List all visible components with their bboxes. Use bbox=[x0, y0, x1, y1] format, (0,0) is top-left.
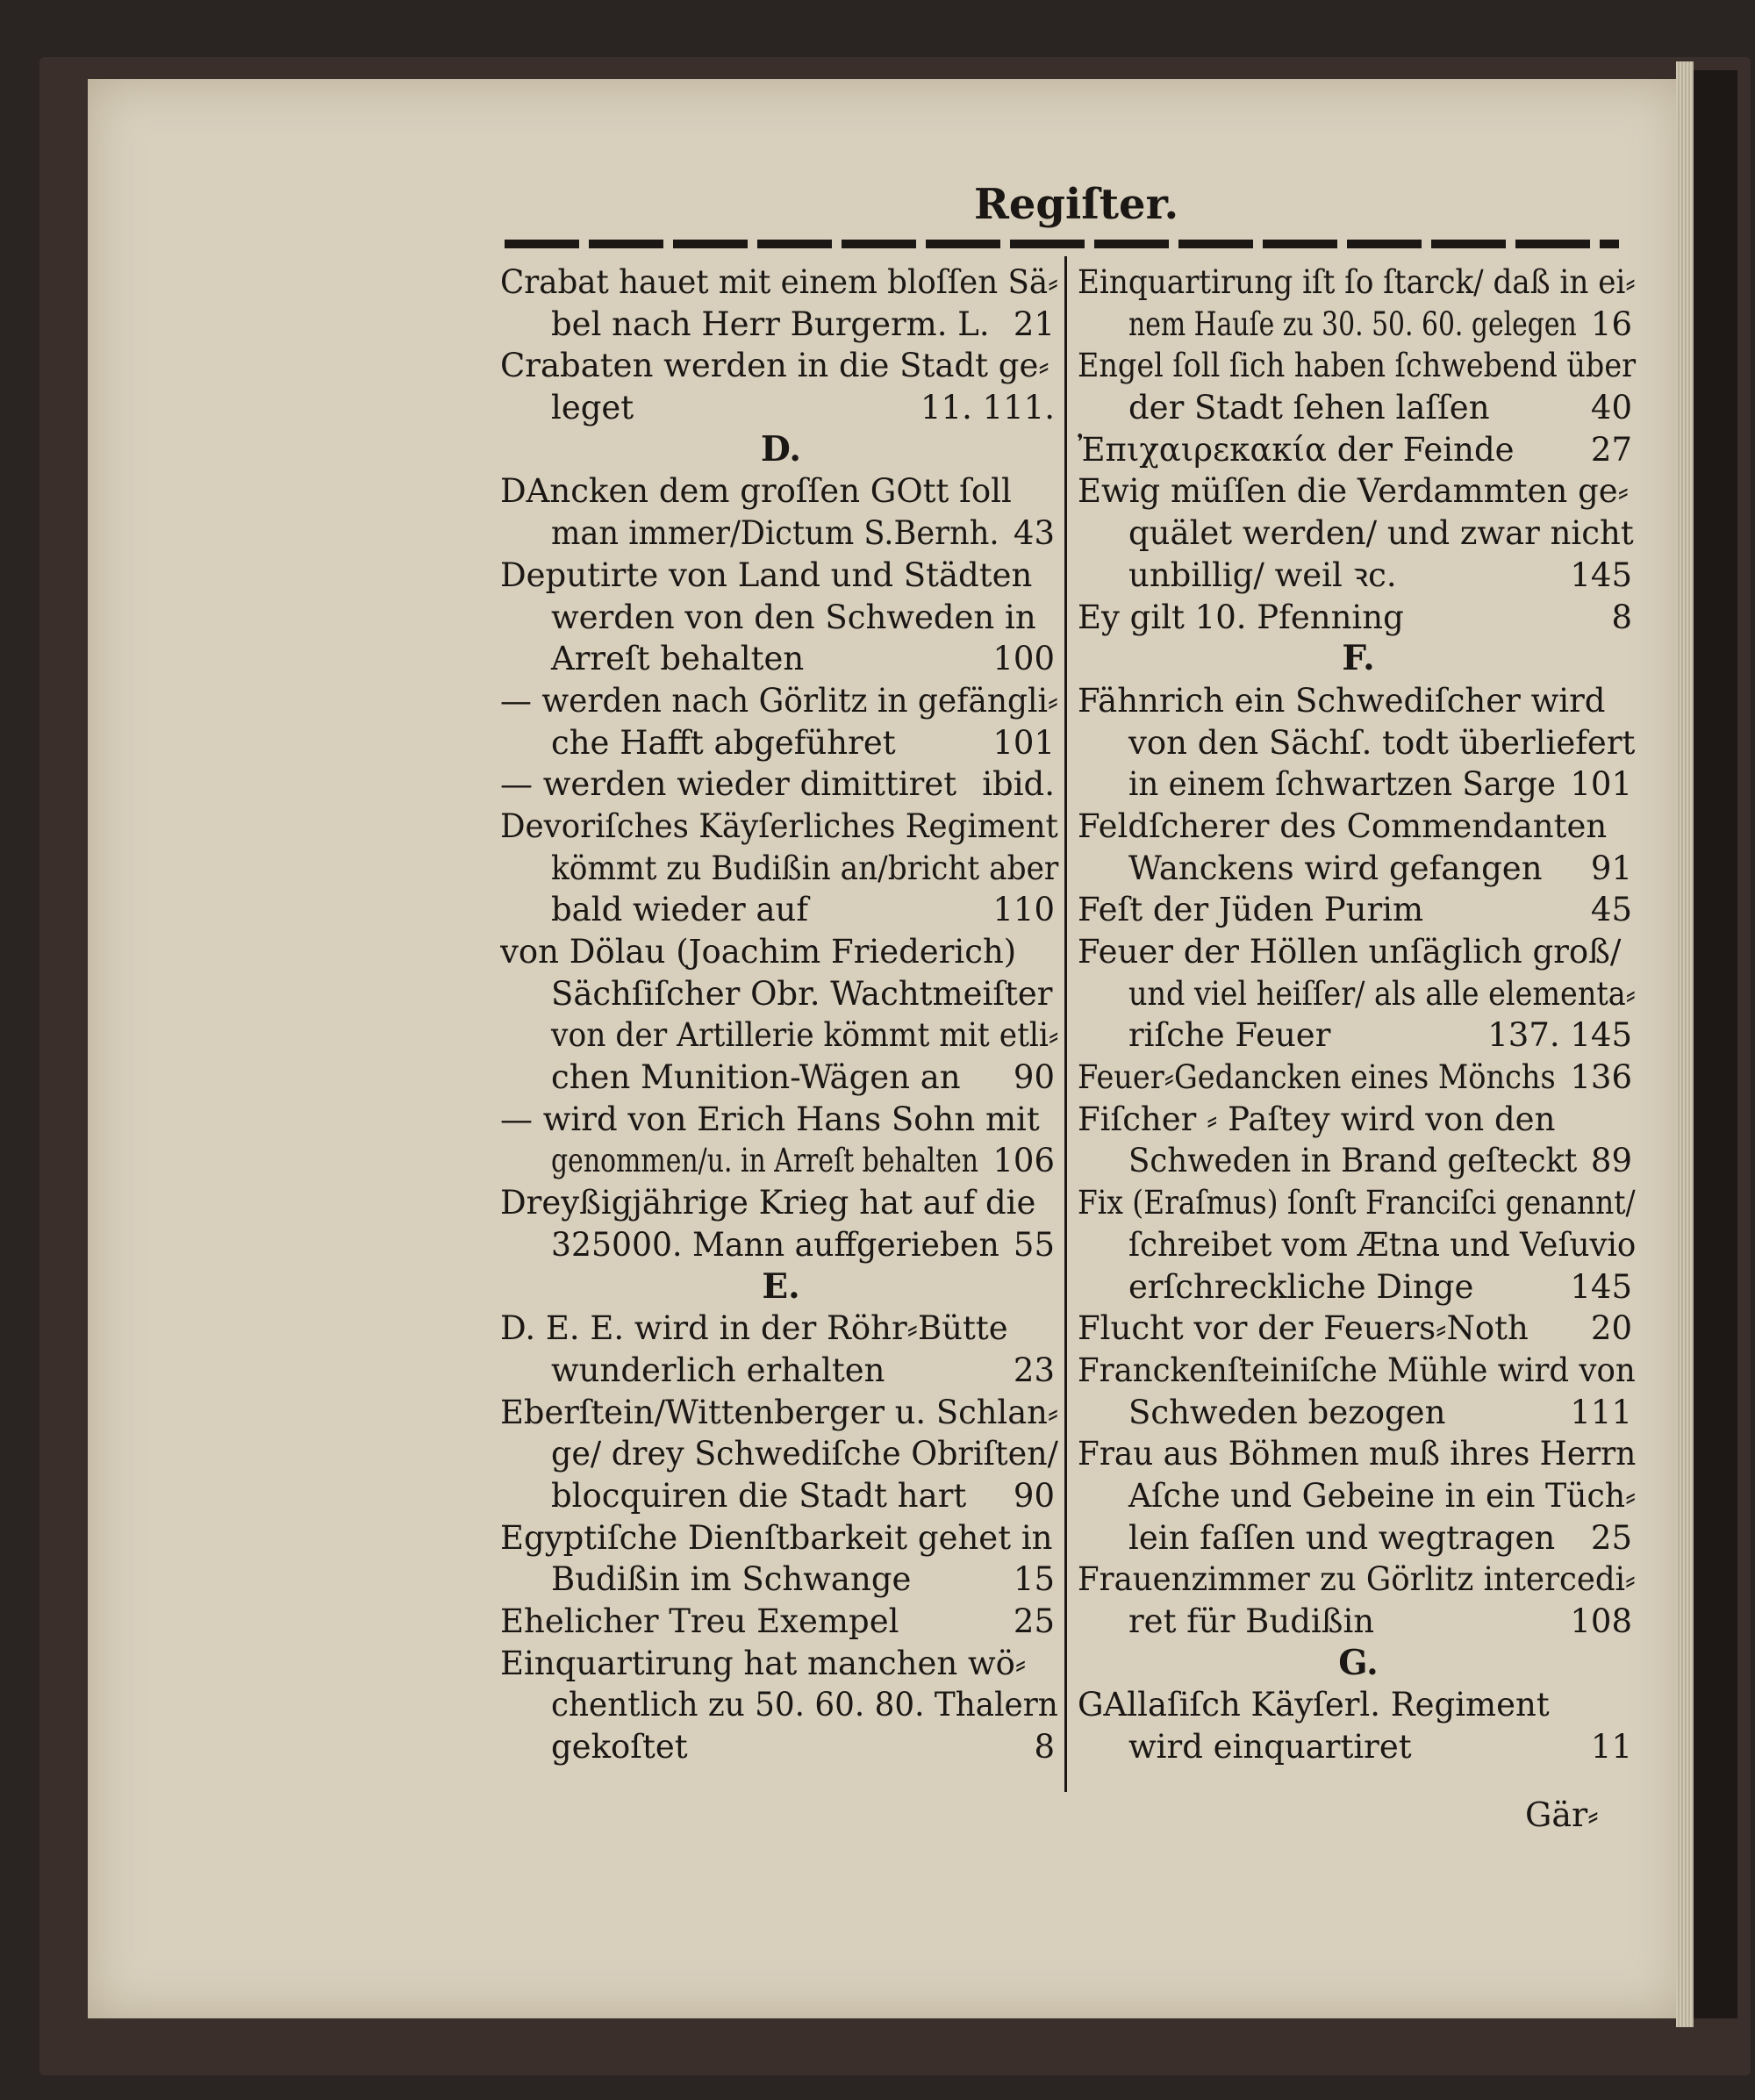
entry-text: Devoriſches Käyſerliches Regiment bbox=[500, 806, 1058, 845]
index-entry-line bbox=[500, 1517, 1062, 1559]
page-edges bbox=[1676, 61, 1694, 2027]
entry-text: man immer/Dictum S.Bernh. bbox=[551, 514, 999, 553]
page-reference: 145 bbox=[1570, 555, 1632, 594]
entry-text: ſchreibet vom Ætna und Veſuvio bbox=[1128, 1225, 1637, 1264]
index-entry-line bbox=[500, 304, 1062, 346]
section-letter bbox=[500, 429, 1062, 471]
entry-text: Feſt der Jüden Purim bbox=[1078, 891, 1424, 929]
index-entry-line bbox=[500, 1559, 1062, 1601]
entry-text: nem Hauſe zu 30. 50. 60. gelegen bbox=[1128, 305, 1577, 343]
entry-text: ret für Budißin bbox=[1128, 1602, 1375, 1640]
index-entry-line bbox=[500, 1140, 1062, 1182]
index-entry-line bbox=[1078, 1392, 1639, 1434]
page-reference: 8 bbox=[1034, 1728, 1055, 1767]
index-entry-line bbox=[1078, 1266, 1639, 1308]
entry-text: Feuer⸗Gedancken eines Mönchs bbox=[1078, 1058, 1556, 1097]
entry-text: — wird von Erich Hans Sohn mit bbox=[500, 1100, 1040, 1138]
section-letter bbox=[500, 1266, 1062, 1308]
index-entry-line bbox=[1078, 1726, 1639, 1768]
page-reference: 15 bbox=[1013, 1560, 1055, 1599]
page-reference: 111 bbox=[1570, 1393, 1632, 1431]
page-reference: 137. 145 bbox=[1487, 1016, 1632, 1055]
entry-text: Frauenzimmer zu Görlitz intercedi⸗ bbox=[1078, 1560, 1636, 1599]
index-entry-line bbox=[500, 1057, 1062, 1099]
entry-text: Fiſcher ⸗ Paſtey wird von den bbox=[1078, 1100, 1556, 1138]
column-divider bbox=[1064, 256, 1067, 1792]
header-rule bbox=[505, 240, 1619, 248]
index-entry-line bbox=[500, 973, 1062, 1015]
index-entry-line bbox=[500, 680, 1062, 722]
entry-text: GAllaſiſch Käyſerl. Regiment bbox=[1078, 1686, 1550, 1724]
index-entry-line bbox=[1078, 931, 1639, 973]
index-entry-line bbox=[500, 512, 1062, 555]
index-entry-line bbox=[1078, 1224, 1639, 1266]
index-entry-line bbox=[1078, 429, 1639, 471]
entry-text: riſche Feuer bbox=[1128, 1016, 1331, 1055]
entry-text: genommen/u. in Arreſt behalten bbox=[551, 1142, 979, 1180]
entry-text: bel nach Herr Burgerm. L. bbox=[551, 305, 990, 343]
index-entry-line bbox=[1078, 763, 1639, 806]
entry-text: bald wieder auf bbox=[551, 891, 809, 929]
entry-text: Deputirte von Land und Städten bbox=[500, 555, 1033, 594]
index-entry-line bbox=[500, 345, 1062, 387]
entry-text: Feuer der Höllen unſäglich groß/ bbox=[1078, 933, 1622, 971]
index-entry-line bbox=[1078, 597, 1639, 639]
index-entry-line bbox=[500, 1392, 1062, 1434]
page-reference: 136 bbox=[1570, 1058, 1632, 1097]
entry-text: quälet werden/ und zwar nicht bbox=[1128, 514, 1634, 553]
page-reference: 11 bbox=[1590, 1728, 1632, 1767]
index-entry-line bbox=[1078, 1099, 1639, 1141]
index-entry-line bbox=[500, 638, 1062, 680]
entry-text: in einem ſchwartzen Sarge bbox=[1128, 765, 1556, 804]
page-reference: 110 bbox=[992, 891, 1055, 929]
entry-text: G. bbox=[1338, 1642, 1379, 1683]
entry-text: chen Munition-Wägen an bbox=[551, 1058, 961, 1097]
entry-text: blocquiren die Stadt hart bbox=[551, 1476, 967, 1515]
page-reference: 106 bbox=[992, 1142, 1055, 1180]
page-reference: 101 bbox=[1570, 765, 1632, 804]
index-entry-line bbox=[1078, 1182, 1639, 1224]
entry-text: che Hafft abgeführet bbox=[551, 723, 896, 762]
entry-text: Egyptiſche Dienſtbarkeit gehet in bbox=[500, 1518, 1053, 1557]
page-reference: 20 bbox=[1590, 1309, 1632, 1348]
entry-text: E. bbox=[762, 1265, 800, 1307]
section-letter bbox=[1078, 638, 1639, 680]
entry-text: von der Artillerie kömmt mit etli⸗ bbox=[551, 1016, 1059, 1055]
page-reference: 91 bbox=[1590, 849, 1632, 887]
entry-text: lein faſſen und wegtragen bbox=[1128, 1518, 1556, 1557]
index-entry-line bbox=[1078, 304, 1639, 346]
index-entry-line bbox=[500, 1433, 1062, 1475]
entry-text: Dreyßigjährige Krieg hat auf die bbox=[500, 1184, 1036, 1222]
index-entry-line bbox=[500, 848, 1062, 890]
page-reference: ibid. bbox=[982, 765, 1055, 804]
index-entry-line bbox=[1078, 1684, 1639, 1726]
index-entry-line bbox=[1078, 848, 1639, 890]
index-entry-line bbox=[500, 1475, 1062, 1517]
index-entry-line bbox=[500, 931, 1062, 973]
page-reference: 11. 111. bbox=[920, 389, 1055, 427]
entry-text: wunderlich erhalten bbox=[551, 1351, 885, 1389]
page-reference: 16 bbox=[1590, 305, 1632, 343]
index-entry-line bbox=[1078, 806, 1639, 848]
index-entry-line bbox=[1078, 1057, 1639, 1099]
index-entry-line bbox=[1078, 1308, 1639, 1350]
index-entry-line bbox=[500, 763, 1062, 806]
index-entry-line bbox=[500, 1099, 1062, 1141]
entry-text: Arreſt behalten bbox=[551, 640, 805, 678]
entry-text: Ehelicher Treu Exempel bbox=[500, 1602, 899, 1640]
index-entry-line bbox=[1078, 722, 1639, 764]
index-entry-line bbox=[500, 1182, 1062, 1224]
page-reference: 89 bbox=[1590, 1142, 1632, 1180]
page-reference: 40 bbox=[1590, 389, 1632, 427]
index-entry-line bbox=[500, 1224, 1062, 1266]
page-reference: 27 bbox=[1590, 430, 1632, 469]
entry-text: Flucht vor der Feuers⸗Noth bbox=[1078, 1309, 1529, 1348]
page-reference: 45 bbox=[1590, 891, 1632, 929]
facing-page-gutter bbox=[1694, 70, 1737, 2018]
entry-text: Franckenſteiniſche Mühle wird von bbox=[1078, 1351, 1636, 1389]
index-entry-line bbox=[1078, 1601, 1639, 1643]
index-entry-line bbox=[1078, 1559, 1639, 1601]
index-entry-line bbox=[1078, 1140, 1639, 1182]
index-entry-line bbox=[1078, 262, 1639, 304]
index-entry-line bbox=[1078, 345, 1639, 387]
entry-text: wird einquartiret bbox=[1128, 1728, 1412, 1767]
entry-text: Ewig müſſen die Verdammten ge⸗ bbox=[1078, 472, 1630, 511]
entry-text: Ἐπιχαιρεκακία der Feinde bbox=[1078, 430, 1515, 469]
index-entry-line bbox=[1078, 1014, 1639, 1057]
entry-text: D. bbox=[760, 428, 801, 469]
page-reference: 8 bbox=[1611, 598, 1632, 636]
index-column-right bbox=[1078, 262, 1639, 1768]
index-entry-line bbox=[500, 806, 1062, 848]
page-reference: 23 bbox=[1013, 1351, 1055, 1389]
index-entry-line bbox=[500, 1014, 1062, 1057]
page-reference: 90 bbox=[1013, 1058, 1055, 1097]
entry-text: Feldſcherer des Commendanten bbox=[1078, 806, 1608, 845]
entry-text: von den Sächſ. todt überliefert bbox=[1128, 723, 1636, 762]
page-reference: 25 bbox=[1013, 1602, 1055, 1640]
entry-text: — werden nach Görlitz in gefängli⸗ bbox=[500, 681, 1058, 720]
entry-text: ge/ drey Schwediſche Obriſten/ bbox=[551, 1435, 1058, 1473]
entry-text: leget bbox=[551, 389, 634, 427]
index-entry-line bbox=[1078, 1475, 1639, 1517]
index-entry-line bbox=[1078, 512, 1639, 555]
entry-text: Sächſiſcher Obr. Wachtmeiſter bbox=[551, 974, 1053, 1013]
index-entry-line bbox=[500, 1726, 1062, 1768]
page-reference: 108 bbox=[1570, 1602, 1632, 1640]
entry-text: Frau aus Böhmen muß ihres Herrn bbox=[1078, 1435, 1637, 1473]
entry-text: Einquartirung hat manchen wö⸗ bbox=[500, 1644, 1027, 1682]
entry-text: — werden wieder dimittiret bbox=[500, 765, 957, 804]
page-header: Regiſter. bbox=[974, 180, 1179, 229]
entry-text: Fix (Eraſmus) ſonſt Franciſci genannt/ bbox=[1078, 1184, 1636, 1222]
entry-text: Schweden in Brand geſteckt bbox=[1128, 1142, 1578, 1180]
page-reference: 101 bbox=[992, 723, 1055, 762]
entry-text: Engel ſoll ſich haben ſchwebend über bbox=[1078, 347, 1637, 385]
entry-text: F. bbox=[1342, 638, 1375, 679]
page-reference: 25 bbox=[1590, 1518, 1632, 1557]
index-entry-line bbox=[500, 889, 1062, 931]
index-entry-line bbox=[500, 387, 1062, 429]
entry-text: Einquartirung iſt ſo ſtarck/ daß in ei⸗ bbox=[1078, 263, 1636, 301]
entry-text: Crabaten werden in die Stadt ge⸗ bbox=[500, 347, 1049, 385]
index-entry-line bbox=[1078, 1350, 1639, 1392]
entry-text: Fähnrich ein Schwediſcher wird bbox=[1078, 681, 1606, 720]
index-entry-line bbox=[500, 722, 1062, 764]
entry-text: unbillig/ weil ꝛc. bbox=[1128, 555, 1397, 594]
entry-text: 325000. Mann auffgerieben bbox=[551, 1225, 999, 1264]
catchword: Gär⸗ bbox=[1525, 1795, 1599, 1834]
page-reference: 21 bbox=[1013, 305, 1055, 343]
page-reference: 55 bbox=[1013, 1225, 1055, 1264]
index-column-left bbox=[500, 262, 1062, 1768]
index-entry-line bbox=[1078, 680, 1639, 722]
entry-text: DAncken dem groſſen GOtt ſoll bbox=[500, 472, 1012, 511]
page-reference: 100 bbox=[992, 640, 1055, 678]
index-entry-line bbox=[1078, 1517, 1639, 1559]
entry-text: kömmt zu Budißin an/bricht aber bbox=[551, 849, 1059, 887]
entry-text: und viel heiſſer/ als alle elementa⸗ bbox=[1128, 974, 1636, 1013]
index-entry-line bbox=[1078, 889, 1639, 931]
index-entry-line bbox=[500, 555, 1062, 597]
index-entry-line bbox=[1078, 470, 1639, 512]
index-entry-line bbox=[1078, 387, 1639, 429]
entry-text: Eberſtein/Wittenberger u. Schlan⸗ bbox=[500, 1393, 1059, 1431]
entry-text: D. E. E. wird in der Röhr⸗Bütte bbox=[500, 1309, 1008, 1348]
page-reference: 90 bbox=[1013, 1476, 1055, 1515]
entry-text: Ey gilt 10. Pfenning bbox=[1078, 598, 1404, 636]
index-entry-line bbox=[500, 470, 1062, 512]
entry-text: der Stadt ſehen laſſen bbox=[1128, 389, 1490, 427]
entry-text: Aſche und Gebeine in ein Tüch⸗ bbox=[1128, 1476, 1637, 1515]
index-entry-line bbox=[1078, 1433, 1639, 1475]
index-entry-line bbox=[500, 1643, 1062, 1685]
index-entry-line bbox=[1078, 555, 1639, 597]
index-entry-line bbox=[500, 1308, 1062, 1350]
entry-text: erſchreckliche Dinge bbox=[1128, 1267, 1474, 1306]
entry-text: Schweden bezogen bbox=[1128, 1393, 1446, 1431]
index-entry-line bbox=[500, 597, 1062, 639]
entry-text: gekoſtet bbox=[551, 1728, 688, 1767]
index-entry-line bbox=[500, 262, 1062, 304]
entry-text: werden von den Schweden in bbox=[551, 598, 1036, 636]
index-entry-line bbox=[500, 1601, 1062, 1643]
index-entry-line bbox=[500, 1684, 1062, 1726]
entry-text: Wanckens wird gefangen bbox=[1128, 849, 1543, 887]
index-entry-line bbox=[500, 1350, 1062, 1392]
entry-text: chentlich zu 50. 60. 80. Thalern bbox=[551, 1686, 1058, 1724]
entry-text: Budißin im Schwange bbox=[551, 1560, 912, 1599]
page-reference: 43 bbox=[1013, 514, 1055, 553]
entry-text: von Dölau (Joachim Friederich) bbox=[500, 933, 1017, 971]
index-entry-line bbox=[1078, 973, 1639, 1015]
section-letter bbox=[1078, 1643, 1639, 1685]
entry-text: Crabat hauet mit einem bloſſen Sä⸗ bbox=[500, 263, 1058, 301]
page-reference: 145 bbox=[1570, 1267, 1632, 1306]
